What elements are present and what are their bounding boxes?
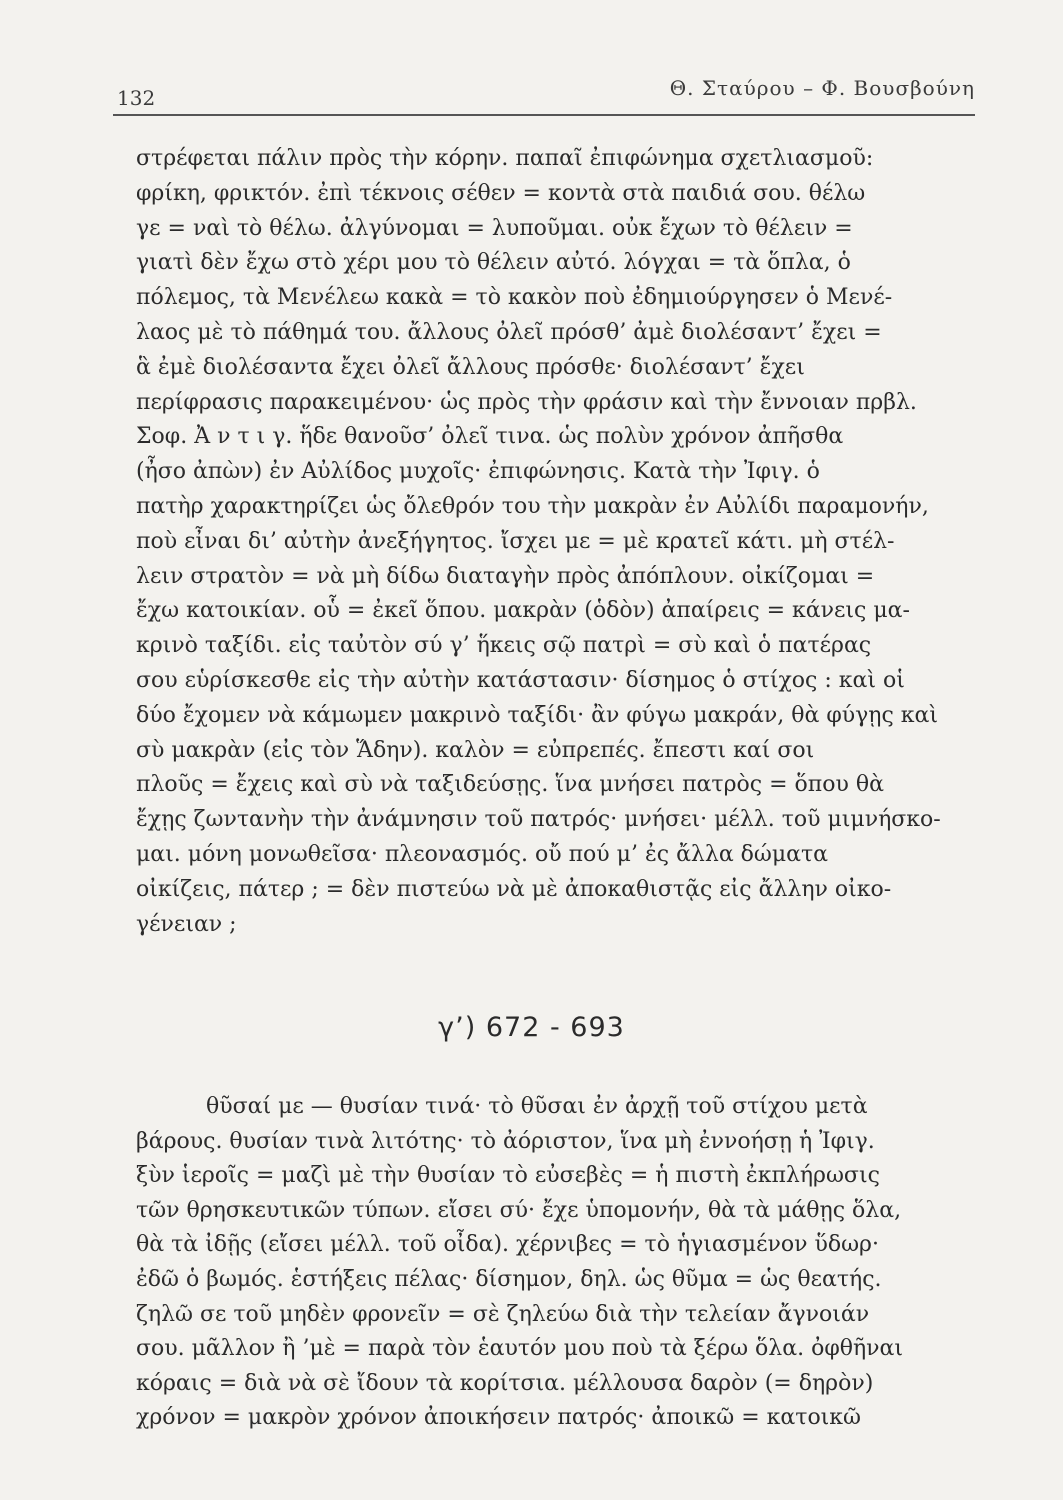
text-line: γένειαν ; xyxy=(136,911,237,937)
text-line: βάρους. θυσίαν τινὰ λιτότης· τὸ ἀόριστον, ἵνα μὴ ἐννοήσῃ ἡ Ἰφιγ. xyxy=(136,1128,875,1154)
text-line: λειν στρατὸν = νὰ μὴ δίδω διαταγὴν πρὸς ἀπόπλουν. οἰκίζομαι = xyxy=(136,563,875,589)
text-line: γιατὶ δὲν ἔχω στὸ χέρι μου τὸ θέλειν αὐτό. λόγχαι = τὰ ὅπλα, ὁ xyxy=(136,250,851,276)
text-line: ποὺ εἶναι δι’ αὐτὴν ἀνεξήγητος. ἴσχει με = μὲ κρατεῖ κάτι. μὴ στέλ- xyxy=(136,528,895,554)
text-line: στρέφεται πάλιν πρὸς τὴν κόρην. παπαῖ ἐπιφώνημα σχετλιασμοῦ: xyxy=(136,146,874,171)
text-line: σὺ μακρὰν (εἰς τὸν Ἅδην). καλὸν = εὐπρεπές. ἔπεστι καί σοι xyxy=(136,737,815,763)
text-line: ἔχω κατοικίαν. οὗ = ἐκεῖ ὅπου. μακρὰν (ὁδὸν) ἀπαίρεις = κάνεις μα- xyxy=(136,598,910,624)
text-line: φρίκη, φρικτόν. ἐπὶ τέκνοις σέθεν = κοντὰ στὰ παιδιά σου. θέλω xyxy=(136,180,866,206)
text-line: σου. μᾶλλον ἢ ’μὲ = παρὰ τὸν ἑαυτόν μου ποὺ τὰ ξέρω ὅλα. ὀφθῆναι xyxy=(136,1336,904,1362)
text-line: ζηλῶ σε τοῦ μηδὲν φρονεῖν = σὲ ζηλεύω διὰ τὴν τελείαν ἄγνοιάν xyxy=(136,1301,870,1327)
text-line: γε = ναὶ τὸ θέλω. ἀλγύνομαι = λυποῦμαι. οὐκ ἔχων τὸ θέλειν = xyxy=(136,215,853,241)
running-head: Θ. Σταύρου – Φ. Βουσβούνη xyxy=(669,76,975,100)
text-line: θῦσαί με — θυσίαν τινά· τὸ θῦσαι ἐν ἀρχῇ τοῦ στίχου μετὰ xyxy=(206,1094,868,1119)
text-line: τῶν θρησκευτικῶν τύπων. εἴσει σύ· ἔχε ὑπομονήν, θὰ τὰ μάθῃς ὅλα, xyxy=(136,1197,902,1223)
text-line: Σοφ. Ἀ ν τ ι γ. ἥδε θανοῦσ’ ὀλεῖ τινα. ὡς πολὺν χρόνον ἀπῆσθα xyxy=(136,424,844,450)
page-number: 132 xyxy=(117,86,156,110)
text-line: μαι. μόνη μονωθεῖσα· πλεονασμός. οὔ πού μ’ ἐς ἄλλα δώματα xyxy=(136,841,829,867)
text-line: περίφρασις παρακειμένου· ὡς πρὸς τὴν φράσιν καὶ τὴν ἔννοιαν πρβλ. xyxy=(136,389,917,415)
commentary-paragraph-2 xyxy=(136,1090,982,1436)
text-line: θὰ τὰ ἰδῇς (εἴσει μέλλ. τοῦ οἶδα). χέρνιβες = τὸ ἡγιασμένον ὕδωρ· xyxy=(136,1232,879,1258)
text-line: ἃ ἐμὲ διολέσαντα ἔχει ὀλεῖ ἄλλους πρόσθε· διολέσαντ’ ἔχει xyxy=(136,354,805,380)
text-line: κρινὸ ταξίδι. εἰς ταὐτὸν σύ γ’ ἥκεις σῷ πατρὶ = σὺ καὶ ὁ πατέρας xyxy=(136,633,872,659)
text-line: χρόνον = μακρὸν χρόνον ἀποικήσειν πατρός· ἀποικῶ = κατοικῶ xyxy=(136,1405,862,1431)
page-header xyxy=(113,62,975,116)
text-line: πόλεμος, τὰ Μενέλεω κακὰ = τὸ κακὸν ποὺ ἐδημιούργησεν ὁ Μενέ- xyxy=(136,285,893,311)
text-line: πατὴρ χαρακτηρίζει ὡς ὄλεθρόν του τὴν μακρὰν ἐν Αὐλίδι παραμονήν, xyxy=(136,493,929,519)
text-line: δύο ἔχομεν νὰ κάμωμεν μακρινὸ ταξίδι· ἂν φύγω μακράν, θὰ φύγῃς καὶ xyxy=(136,702,939,728)
text-line: ἔχῃς ζωντανὴν τὴν ἀνάμνησιν τοῦ πατρός· μνήσει· μέλλ. τοῦ μιμνήσκο- xyxy=(136,807,941,833)
text-line: ἐδῶ ὁ βωμός. ἑστήξεις πέλας· δίσημον, δηλ. ὡς θῦμα = ὡς θεατής. xyxy=(136,1266,882,1292)
text-line: οἰκίζεις, πάτερ ; = δὲν πιστεύω νὰ μὲ ἀποκαθιστᾷς εἰς ἄλλην οἰκο- xyxy=(136,876,892,902)
text-line: πλοῦς = ἔχεις καὶ σὺ νὰ ταξιδεύσῃς. ἵνα μνήσει πατρὸς = ὅπου θὰ xyxy=(136,772,884,798)
text-line: κόραις = διὰ νὰ σὲ ἴδουν τὰ κορίτσια. μέλλουσα δαρὸν (= δηρὸν) xyxy=(136,1370,874,1396)
text-line: λαος μὲ τὸ πάθημά του. ἄλλους ὀλεῖ πρόσθ’ ἀμὲ διολέσαντ’ ἔχει = xyxy=(136,319,882,345)
text-line: ξὺν ἱεροῖς = μαζὶ μὲ τὴν θυσίαν τὸ εὐσεβὲς = ἡ πιστὴ ἐκπλήρωσις xyxy=(136,1163,880,1189)
text-line: σου εὑρίσκεσθε εἰς τὴν αὐτὴν κατάστασιν· δίσημος ὁ στίχος : καὶ οἱ xyxy=(136,667,905,693)
section-heading: γ’) 672 - 693 xyxy=(438,1012,625,1043)
commentary-paragraph-1 xyxy=(136,142,982,942)
text-line: (ἦσο ἀπὼν) ἐν Αὐλίδος μυχοῖς· ἐπιφώνησις. Κατὰ τὴν Ἰφιγ. ὁ xyxy=(136,459,820,485)
